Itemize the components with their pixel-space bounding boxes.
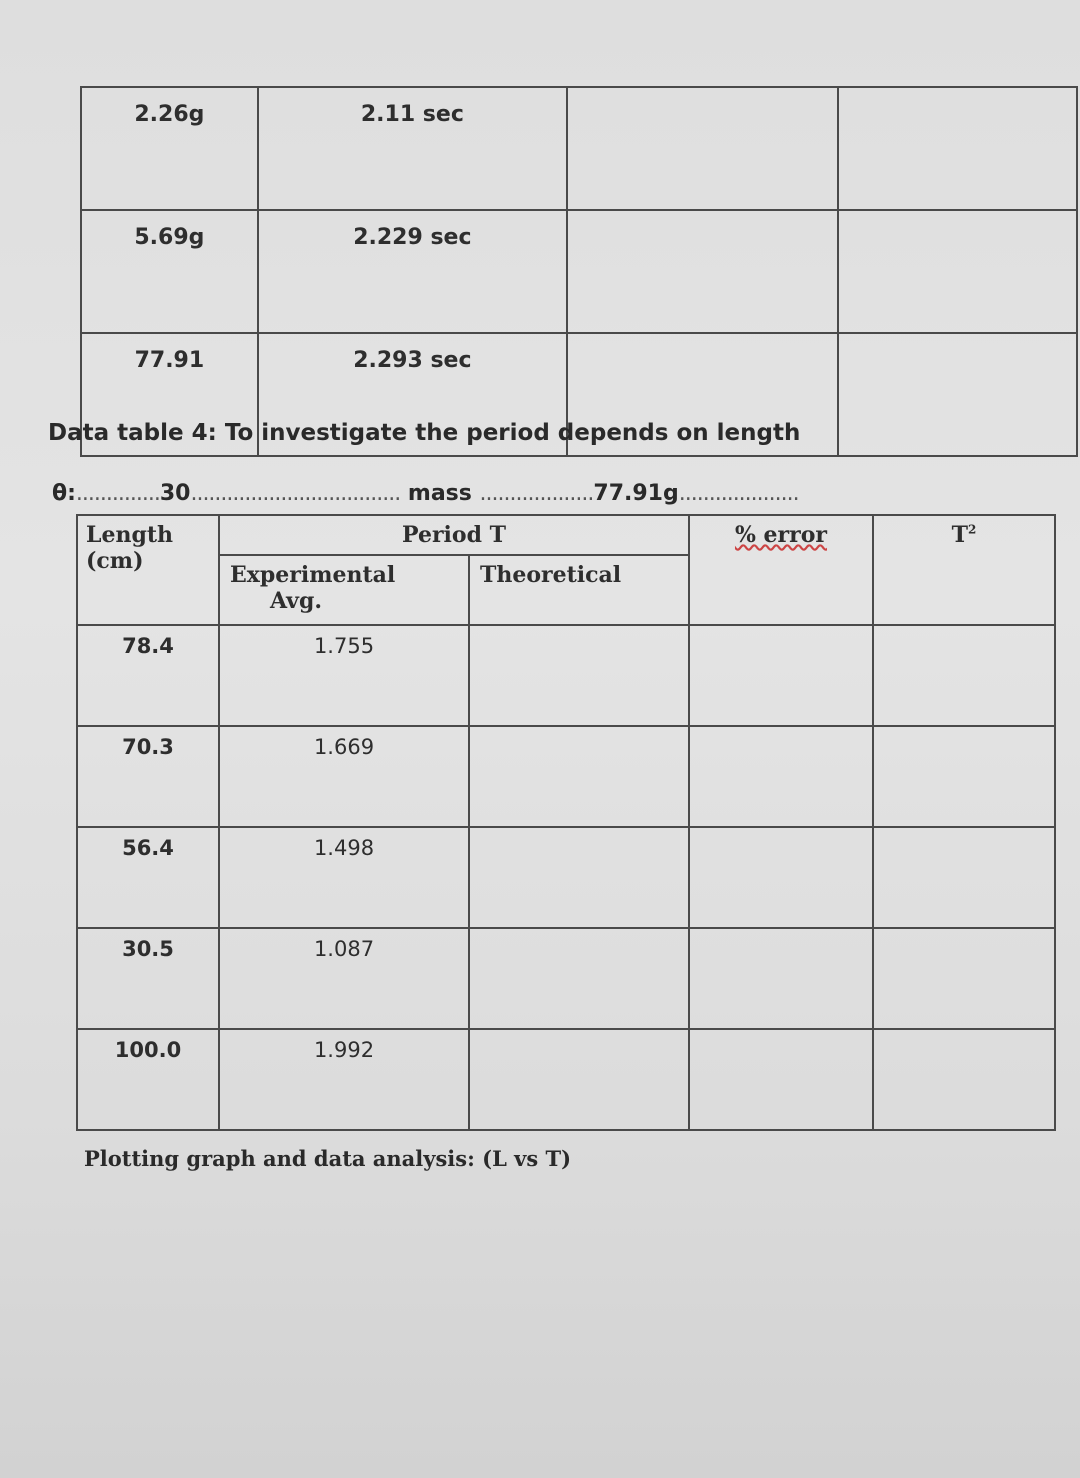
experimental-header-label: Experimental — [230, 562, 396, 588]
table-4-title: Data table 4: To investigate the period depends on length — [48, 420, 801, 446]
t-squared-cell — [873, 726, 1055, 827]
length-cell: 30.5 — [77, 928, 219, 1029]
theta-label: θ: — [52, 481, 76, 506]
error-header-label: % error — [734, 522, 827, 548]
theta-value: 30 — [159, 481, 191, 506]
theoretical-header: Theoretical — [469, 555, 689, 625]
error-header — [689, 515, 873, 625]
t-squared-label: T — [951, 522, 968, 548]
empty-cell — [567, 87, 838, 210]
experimental-cell: 1.087 — [219, 928, 469, 1029]
empty-cell — [567, 210, 838, 333]
experimental-header — [219, 555, 469, 625]
mass-label: mass — [407, 481, 472, 506]
length-cell: 100.0 — [77, 1029, 219, 1130]
t-squared-exponent: 2 — [968, 522, 977, 537]
graph-analysis-heading: Plotting graph and data analysis: (L vs T) — [84, 1146, 572, 1171]
t-squared-cell — [873, 1029, 1055, 1130]
mass-cell: 2.26g — [81, 87, 258, 210]
data-table-4 — [76, 514, 1056, 1131]
period-header: Period T — [219, 515, 689, 555]
mass-cell: 5.69g — [81, 210, 258, 333]
t-squared-cell — [873, 625, 1055, 726]
experimental-cell: 1.755 — [219, 625, 469, 726]
parameters-line: θ:..............30................................... mass ...................77.91g.................... — [52, 481, 799, 506]
theoretical-cell — [469, 827, 689, 928]
experimental-cell: 1.992 — [219, 1029, 469, 1130]
empty-cell — [838, 210, 1077, 333]
table-row — [77, 1029, 1055, 1130]
empty-cell — [838, 87, 1077, 210]
length-header-label: Length — [86, 522, 174, 548]
empty-cell — [838, 333, 1077, 456]
length-header-unit: (cm) — [86, 548, 144, 574]
length-cell: 78.4 — [77, 625, 219, 726]
length-header — [77, 515, 219, 625]
table-row — [77, 625, 1055, 726]
theoretical-cell — [469, 928, 689, 1029]
error-cell — [689, 928, 873, 1029]
table-row — [77, 928, 1055, 1029]
data-table-3 — [80, 86, 1078, 457]
table-row — [77, 827, 1055, 928]
header-row — [77, 515, 1055, 555]
experimental-cell: 1.669 — [219, 726, 469, 827]
theoretical-cell — [469, 625, 689, 726]
error-cell — [689, 827, 873, 928]
t-squared-header — [873, 515, 1055, 625]
period-cell: 2.229 sec — [258, 210, 567, 333]
avg-header-label: Avg. — [270, 588, 323, 614]
t-squared-cell — [873, 928, 1055, 1029]
theoretical-cell — [469, 726, 689, 827]
period-cell: 2.293 sec — [258, 333, 567, 456]
theoretical-cell — [469, 1029, 689, 1130]
length-cell: 56.4 — [77, 827, 219, 928]
mass-cell: 77.91 — [81, 333, 258, 456]
error-cell — [689, 726, 873, 827]
mass-value: 77.91g — [593, 481, 679, 506]
error-cell — [689, 1029, 873, 1130]
table-row — [77, 726, 1055, 827]
table-row — [81, 210, 1077, 333]
t-squared-cell — [873, 827, 1055, 928]
error-cell — [689, 625, 873, 726]
period-cell: 2.11 sec — [258, 87, 567, 210]
table-row — [81, 87, 1077, 210]
length-cell: 70.3 — [77, 726, 219, 827]
experimental-cell: 1.498 — [219, 827, 469, 928]
